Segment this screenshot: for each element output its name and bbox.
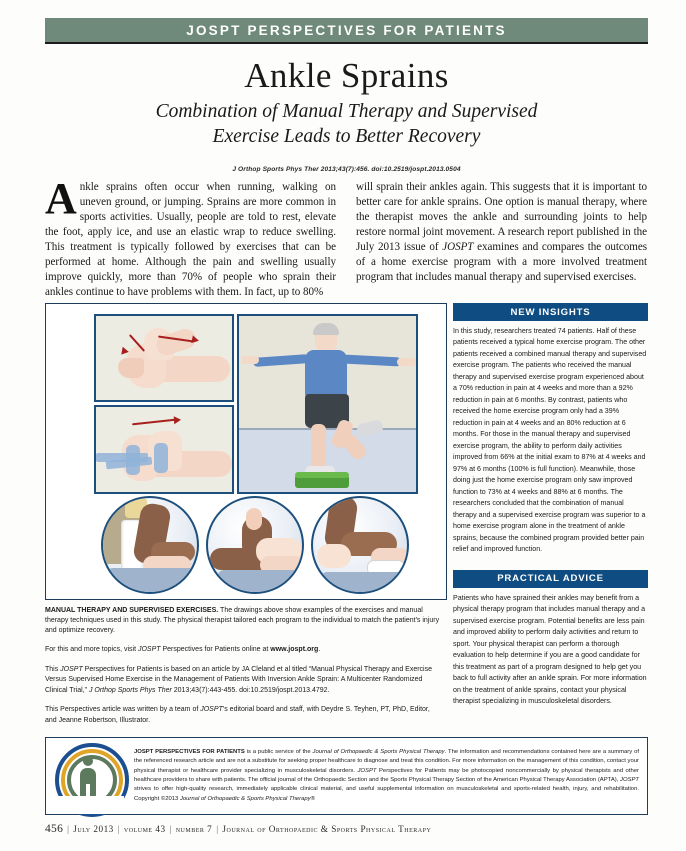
note1-text-a: For this and more topics, visit (45, 646, 138, 654)
banner-title: JOSPT PERSPECTIVES FOR PATIENTS (186, 22, 507, 38)
illustration-circle-towel-manual-therapy (101, 496, 199, 594)
intro-right-text-b: examines and compares the outcomes of a home exercise program with a more involved treatment program that includes manual therapy and supervised exercises. (356, 241, 647, 284)
note2-text-c: 2013;43(7):443-455. doi:10.2519/jospt.2013.4792. (171, 686, 330, 694)
footer-date: July 2013 (73, 824, 114, 834)
note2-text-b: Perspectives for Patients is based on an article by JA Cleland et al titled “Manual Physical Therapy and Exercise Versus Supervised Home Exercise in the Management of Patients With Inversion Ankle Sprain: A Multicenter Randomized Clinical Trial,” (45, 665, 433, 694)
illustration-panel-ankle-range-of-motion (94, 314, 234, 402)
footer-journal-name: Journal of Orthopaedic & Sports Physical Therapy (222, 824, 432, 834)
logo-base-mask (52, 796, 124, 814)
footer-volume: volume 43 (123, 824, 166, 834)
note2-jospt: JOSPT (60, 665, 83, 673)
footer-lead: JOSPT PERSPECTIVES FOR PATIENTS (134, 749, 245, 756)
footer-journal-4: Journal of Orthopaedic & Sports Physical Therapy (179, 795, 311, 802)
sidebar-section-new-insights (453, 303, 648, 556)
intro-section (45, 174, 648, 300)
page-number: 456 (45, 823, 64, 835)
note1-text-b: Perspectives for Patients online at (160, 646, 271, 654)
note-credits (45, 705, 440, 726)
figure-caption (45, 606, 440, 636)
note2-journal: J Orthop Sports Phys Ther (88, 686, 172, 694)
logo-figure-head-icon (83, 756, 93, 766)
note-online-link (45, 645, 440, 656)
practical-advice-body: Patients who have sprained their ankles may benefit from a physical therapy program that includes manual therapy and a supervised exercise program. Potential benefits are less pain and improved ability to perform daily activities and return to sport. Your physical therapist can perform a thorough evaluation to help determine if you are a good candidate for this treatment as part of a program designed to help get you back to full activity after an ankle sprain. For more information on the treatment of ankle sprains, contact your physical therapist specializing in musculoskeletal disorders. (453, 593, 647, 706)
footer-disclaimer-text (130, 748, 647, 804)
jospt-logo (52, 740, 130, 812)
illustration-circle-manual-therapy-towel-roll (311, 496, 409, 594)
caption-and-notes (45, 606, 440, 726)
illustration-panel-single-leg-balance (237, 314, 418, 494)
footer-text-b: . The information and recommendations contained here are a summary of the referenced research article and are not a substitute for seeking proper healthcare to diagnose and treat this condition. For more information on the management of this condition, contact your physical therapist or healthcare provider specializing in musculoskeletal disorders. (134, 749, 639, 774)
footer-disclaimer-box (45, 737, 648, 815)
caption-text: The drawings above show examples of the exercises and manual therapy techniques used in this study. The physical therapist tailored each program to the individual to match the patient's injury and optimize recovery. (45, 607, 440, 635)
footer-text-c: Perspectives for Patients may be photocopied noncommercially by physical therapists and other healthcare providers to share with patients. The official journal of the Orthopaedic Section and the Sports Physical Therapy Section of the American Physical Therapy Association (APTA), (134, 767, 639, 783)
intro-right-column (356, 180, 647, 300)
footer-jospt-2: JOSPT (357, 767, 377, 774)
note1-jospt: JOSPT (137, 646, 161, 654)
illustration-panel-resistance-band-exercise (94, 405, 234, 494)
title-block (45, 58, 648, 173)
footer-text-d: strives to offer high-quality research, immediately applicable clinical material, and useful supplemental information on musculoskeletal and sports-related health, injury, and rehabilitation. Copyright ©2013 (134, 786, 639, 802)
footer-journal-1: Journal of Orthopaedic & Sports Physical Therapy (312, 749, 445, 756)
footer-text-a: is a public service of the (244, 749, 313, 756)
jospt-perspectives-banner (45, 18, 648, 44)
intro-right-text-a: will sprain their ankles again. This suggests that it is important to better care for ankle sprains. One option is manual therapy, where the therapist moves the ankle and surrounding joints to help restore normal joint movement. A research report published in the July 2013 issue of (356, 181, 647, 254)
caption-label: MANUAL THERAPY AND SUPERVISED EXERCISES. (45, 607, 219, 614)
footer-jospt-3: JOSPT (620, 777, 639, 783)
subtitle-line-2: Exercise Leads to Better Recovery (212, 125, 481, 147)
note3-jospt: JOSPT (200, 706, 223, 714)
new-insights-heading: NEW INSIGHTS (453, 303, 648, 321)
article-subtitle (45, 100, 648, 150)
sidebar (453, 303, 648, 708)
note1-text-end: . (318, 646, 321, 654)
drop-cap: A (45, 174, 77, 223)
article-citation: J Orthop Sports Phys Ther 2013;43(7):456. doi:10.2519/jospt.2013.0504 (232, 165, 461, 173)
page-footer: 456 | July 2013 | volume 43 | number 7 | Journal of Orthopaedic & Sports Physical Therapy (45, 823, 432, 835)
footer-text-e: ® (310, 795, 315, 802)
illustration-circle-ankle-mobilization (206, 496, 304, 594)
note2-text-a: This (45, 665, 61, 673)
note3-text-a: This Perspectives article was written by a team of (45, 706, 201, 714)
footer-number: number 7 (175, 824, 213, 834)
note3-text-b: ’s editorial board and staff, with Deydre S. Teyhen, PT, PhD, Editor, and Jeanne Robertson, Illustrator. (45, 706, 430, 724)
page-title: Ankle Sprains (244, 56, 449, 95)
jospt-emphasis: JOSPT (442, 241, 474, 254)
note-source-article (45, 665, 440, 697)
intro-left-column (45, 174, 336, 300)
intro-left-text: nkle sprains often occur when running, walking on uneven ground, or jumping. Sprains are more common in sports activities. Usually, people are told to rest, elevate the foot, apply ice, and use an elastic wrap to reduce swelling. This treatment is typically followed by exercises that can be performed at home. Although the pain and swelling usually improve quickly, more than 70% of people who sprain their ankles continue to have problems with them. In fact, up to 80% (45, 181, 336, 299)
subtitle-line-1: Combination of Manual Therapy and Supervised (155, 100, 538, 122)
illustration-figure (45, 303, 447, 600)
practical-advice-heading: PRACTICAL ADVICE (453, 570, 648, 588)
jospt-website-link[interactable]: www.jospt.org (270, 646, 319, 654)
sidebar-section-practical-advice (453, 570, 648, 708)
new-insights-body: In this study, researchers treated 74 patients. Half of these patients received a typical home exercise program. The other patients received a combined manual therapy and supervised exercise program. The patients who received the manual therapy and supervised exercise program experienced about a 70% reduction in pain at 4 weeks and more than a 92% reduction in pain at 6 months. By contrast, patients who received the home exercise program only had a 39% reduction in pain at 4 weeks and an 80% reduction at 6 months. For those in the manual therapy and supervised exercise program, the ability to perform daily activities improved from 66% at the initial exam to 87% at 4 weeks and 97% at 6 months (100% is full function). Meanwhile, those doing just the home exercise program only saw improved function to 73% at 4 weeks and 88% at 6 months. The researchers concluded that the combination of manual therapy and a supervised exercise program was superior to a home exercise program alone in the treatment of ankle sprains, because the combined program provided better pain relief and improved function. (453, 327, 647, 554)
